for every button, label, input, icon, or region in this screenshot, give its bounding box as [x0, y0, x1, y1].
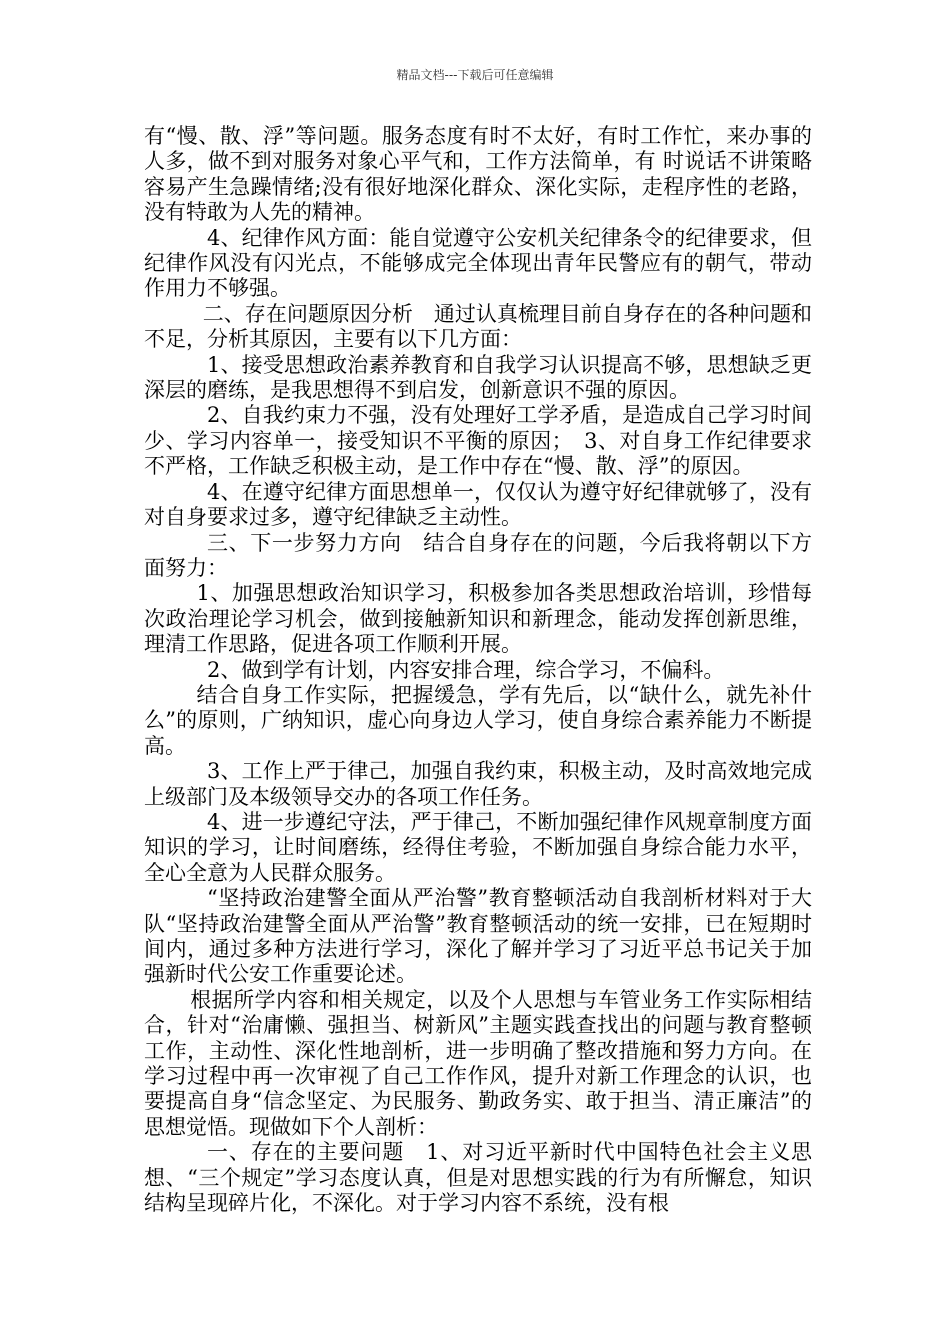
paragraph: 3、工作上严于律己，加强自我约束，积极主动，及时高效地完成上级部门及本级领导交办的各项工作任务。 [144, 759, 812, 809]
paragraph: 1、加强思想政治知识学习，积极参加各类思想政治培训，珍惜每次政治理论学习机会，做到接触新知识和新理念，能动发挥创新思维，理清工作思路，促进各项工作顺利开展。 [144, 581, 812, 657]
page-header: 精品文档---下载后可任意编辑 [396, 68, 554, 82]
paragraph: 2、自我约束力不强，没有处理好工学矛盾，是造成自己学习时间少、学习内容单一，接受知识不平衡的原因； 3、对自身工作纪律要求不严格，工作缺乏积极主动，是工作中存在“慢、散、浮”的原因。 [144, 403, 812, 479]
paragraph: 4、纪律作风方面：能自觉遵守公安机关纪律条令的纪律要求，但纪律作风没有闪光点，不能够成完全体现出青年民警应有的朝气，带动作用力不够强。 [144, 225, 812, 301]
document-body [144, 124, 812, 1216]
paragraph: 结合自身工作实际，把握缓急，学有先后，以“缺什么，就先补什么”的原则，广纳知识，虚心向身边人学习，使自身综合素养能力不断提高。 [144, 682, 812, 758]
paragraph: 三、下一步努力方向 结合自身存在的问题，今后我将朝以下方面努力： [144, 530, 812, 580]
paragraph: 2、做到学有计划，内容安排合理，综合学习，不偏科。 [207, 657, 725, 682]
paragraph: 4、在遵守纪律方面思想单一，仅仅认为遵守好纪律就够了，没有对自身要求过多，遵守纪律缺乏主动性。 [144, 479, 812, 530]
paragraph: 有“慢、散、浮”等问题。服务态度有时不太好，有时工作忙，来办事的人多，做不到对服务对象心平气和，工作方法简单，有 时说话不讲策略容易产生急躁情绪;没有很好地深化群众、深化实际，走程序性的老路，没有特敢为人先的精神。 [144, 124, 812, 225]
paragraph: 根据所学内容和相关规定，以及个人思想与车管业务工作实际相结合，针对“治庸懒、强担当、树新风”主题实践查找出的问题与教育整顿工作，主动性、深化性地剖析，进一步明确了整改措施和努力方向。在学习过程中再一次审视了自己工作作风，提升对新工作理念的认识，也要提高自身“信念坚定、为民服务、勤政务实、敢于担当、清正廉洁”的思想觉悟。现做如下个人剖析： [144, 987, 812, 1139]
paragraph: 1、接受思想政治素养教育和自我学习认识提高不够，思想缺乏更深层的磨练，是我思想得不到启发，创新意识不强的原因。 [144, 352, 812, 403]
paragraph: 二、存在问题原因分析 通过认真梳理目前自身存在的各种问题和不足，分析其原因，主要有以下几方面： [144, 301, 812, 352]
paragraph: 4、进一步遵纪守法，严于律己，不断加强纪律作风规章制度方面知识的学习，让时间磨练，经得住考验，不断加强自身综合能力水平，全心全意为人民群众服务。 [144, 809, 812, 885]
paragraph: “坚持政治建警全面从严治警”教育整顿活动自我剖析材料对于大队“坚持政治建警全面从严治警”教育整顿活动的统一安排，已在短期时间内，通过多种方法进行学习，深化了解并学习了习近平总书记关于加强新时代公安工作重要论述。 [144, 886, 812, 987]
paragraph: 一、存在的主要问题 1、对习近平新时代中国特色社会主义思想、“三个规定”学习态度认真，但是对思想实践的行为有所懈怠，知识结构呈现碎片化，不深化。对于学习内容不系统，没有根 [144, 1140, 812, 1216]
